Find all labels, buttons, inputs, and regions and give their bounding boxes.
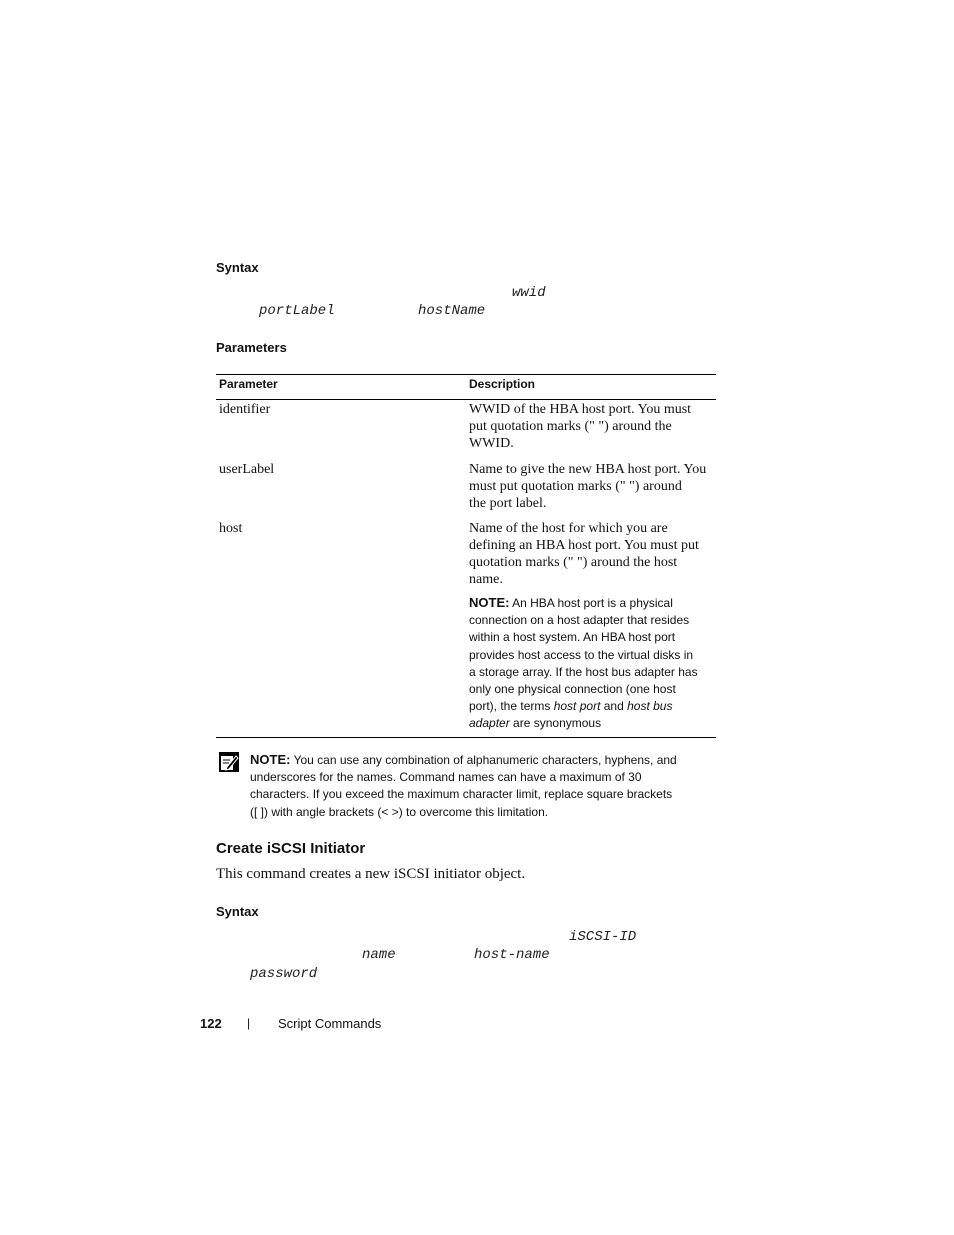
note-line: An HBA host port is a physical <box>512 596 673 610</box>
syntax-heading: Syntax <box>216 260 259 275</box>
syntax-name: name <box>362 947 396 963</box>
note-text-fragment: and <box>600 699 628 714</box>
note-line: provides host access to the virtual disks in <box>469 647 694 662</box>
syntax-heading-2: Syntax <box>216 904 259 919</box>
desc-line: must put quotation marks (" ") around <box>469 479 682 494</box>
section-body: This command creates a new iSCSI initiator object. <box>216 866 526 882</box>
note-term: host bus <box>627 699 673 714</box>
note-line: ([ ]) with angle brackets (< >) to overcome this limitation. <box>250 804 549 819</box>
note-term: adapter <box>469 716 510 731</box>
note-text-fragment: are synonymous <box>509 716 602 731</box>
inner-note <box>469 594 714 733</box>
note-line: within a host system. An HBA host port <box>469 630 676 645</box>
note-line: You can use any combination of alphanumeric characters, hyphens, and <box>293 753 677 767</box>
table-bottom-rule <box>216 737 716 738</box>
note-line: underscores for the names. Command names can have a maximum of 30 <box>250 770 642 785</box>
syntax-password: password <box>250 966 318 982</box>
parameters-heading: Parameters <box>216 340 287 355</box>
note-line: only one physical connection (one host <box>469 682 676 697</box>
syntax-portlabel: portLabel <box>259 303 335 319</box>
desc-line: quotation marks (" ") around the host <box>469 555 678 570</box>
section-title: Create iSCSI Initiator <box>216 840 366 857</box>
desc-cell <box>469 401 691 452</box>
inner-note-label: NOTE: <box>469 595 510 610</box>
syntax-host-name: host-name <box>474 947 550 963</box>
note-line <box>469 698 714 715</box>
note-line: characters. If you exceed the maximum character limit, replace square brackets <box>250 787 673 802</box>
desc-cell <box>469 461 706 512</box>
footer-title: Script Commands <box>278 1016 382 1031</box>
desc-line: Name of the host for which you are <box>469 521 668 536</box>
note-term: host port <box>553 699 601 714</box>
param-cell: identifier <box>219 402 271 417</box>
note-label: NOTE: <box>250 752 291 767</box>
desc-line: defining an HBA host port. You must put <box>469 538 699 553</box>
desc-line: WWID of the HBA host port. You must <box>469 402 692 417</box>
desc-line: WWID. <box>469 436 514 451</box>
desc-cell <box>469 520 699 588</box>
footer-separator: | <box>247 1016 251 1030</box>
note-block <box>250 751 720 821</box>
note-pencil-icon <box>219 752 239 772</box>
note-line <box>469 715 714 732</box>
table-header-parameter: Parameter <box>219 377 278 391</box>
note-line: connection on a host adapter that resides <box>469 613 690 628</box>
table-header-rule <box>216 399 716 400</box>
syntax-wwid: wwid <box>512 285 546 301</box>
param-cell: userLabel <box>219 462 275 477</box>
table-header-description: Description <box>469 377 536 391</box>
page-number: 122 <box>200 1016 222 1031</box>
syntax-iscsi-id: iSCSI-ID <box>569 929 637 945</box>
desc-line: name. <box>469 572 503 587</box>
desc-line: the port label. <box>469 496 547 511</box>
desc-line: Name to give the new HBA host port. You <box>469 462 707 477</box>
param-cell: host <box>219 521 243 536</box>
note-line: a storage array. If the host bus adapter has <box>469 664 698 679</box>
desc-line: put quotation marks (" ") around the <box>469 419 672 434</box>
syntax-hostname: hostName <box>418 303 486 319</box>
table-top-rule <box>216 374 716 375</box>
note-text-fragment: port), the terms <box>469 699 554 714</box>
